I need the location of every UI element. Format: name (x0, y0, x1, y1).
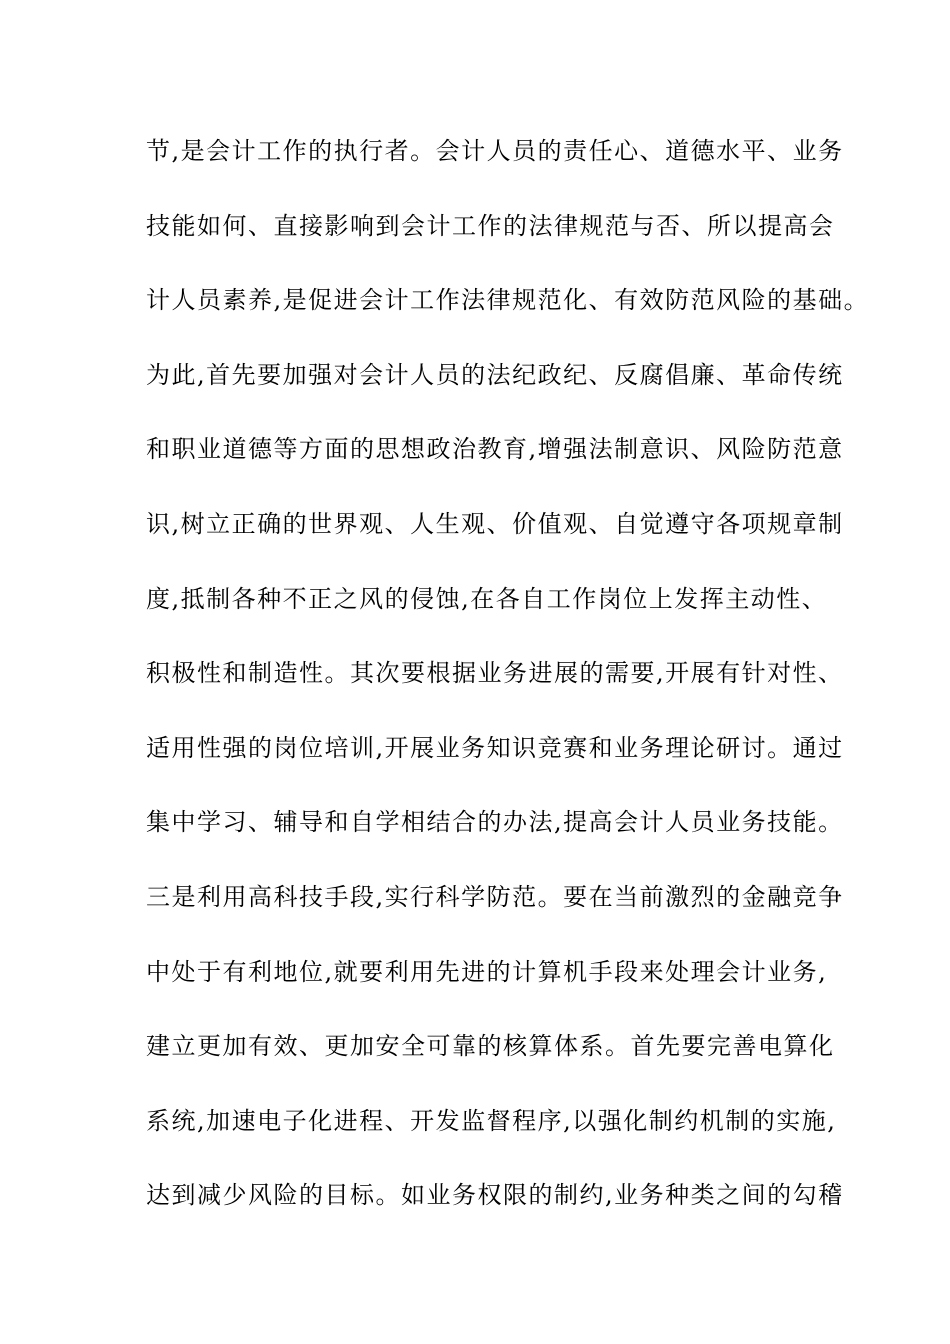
text-line: 和职业道德等方面的思想政治教育,增强法制意识、风险防范意 (146, 435, 844, 464)
text-line: 计人员素养,是促进会计工作法律规范化、有效防范风险的基础。 (146, 286, 870, 315)
text-line: 系统,加速电子化进程、开发监督程序,以强化制约机制的实施, (146, 1106, 837, 1135)
text-line: 建立更加有效、更加安全可靠的核算体系。首先要完善电算化 (146, 1032, 835, 1061)
text-line: 集中学习、辅导和自学相结合的办法,提高会计人员业务技能。 (146, 808, 844, 837)
text-line: 度,抵制各种不正之风的侵蚀,在各自工作岗位上发挥主动性、 (146, 584, 828, 613)
text-line: 识,树立正确的世界观、人生观、价值观、自觉遵守各项规章制 (146, 509, 844, 538)
text-line: 技能如何、直接影响到会计工作的法律规范与否、所以提高会 (146, 211, 835, 240)
text-line: 为此,首先要加强对会计人员的法纪政纪、反腐倡廉、革命传统 (146, 360, 844, 389)
text-line: 达到减少风险的目标。如业务权限的制约,业务种类之间的勾稽 (146, 1181, 844, 1210)
text-line: 积极性和制造性。其次要根据业务进展的需要,开展有针对性、 (146, 659, 844, 688)
text-line: 节,是会计工作的执行者。会计人员的责任心、道德水平、业务 (146, 137, 844, 165)
text-line: 适用性强的岗位培训,开展业务知识竞赛和业务理论研讨。通过 (146, 733, 844, 762)
body-text (146, 131, 870, 1250)
text-line: 三是利用高科技手段,实行科学防范。要在当前激烈的金融竞争 (146, 882, 844, 911)
text-line: 中处于有利地位,就要利用先进的计算机手段来处理会计业务, (146, 957, 828, 986)
